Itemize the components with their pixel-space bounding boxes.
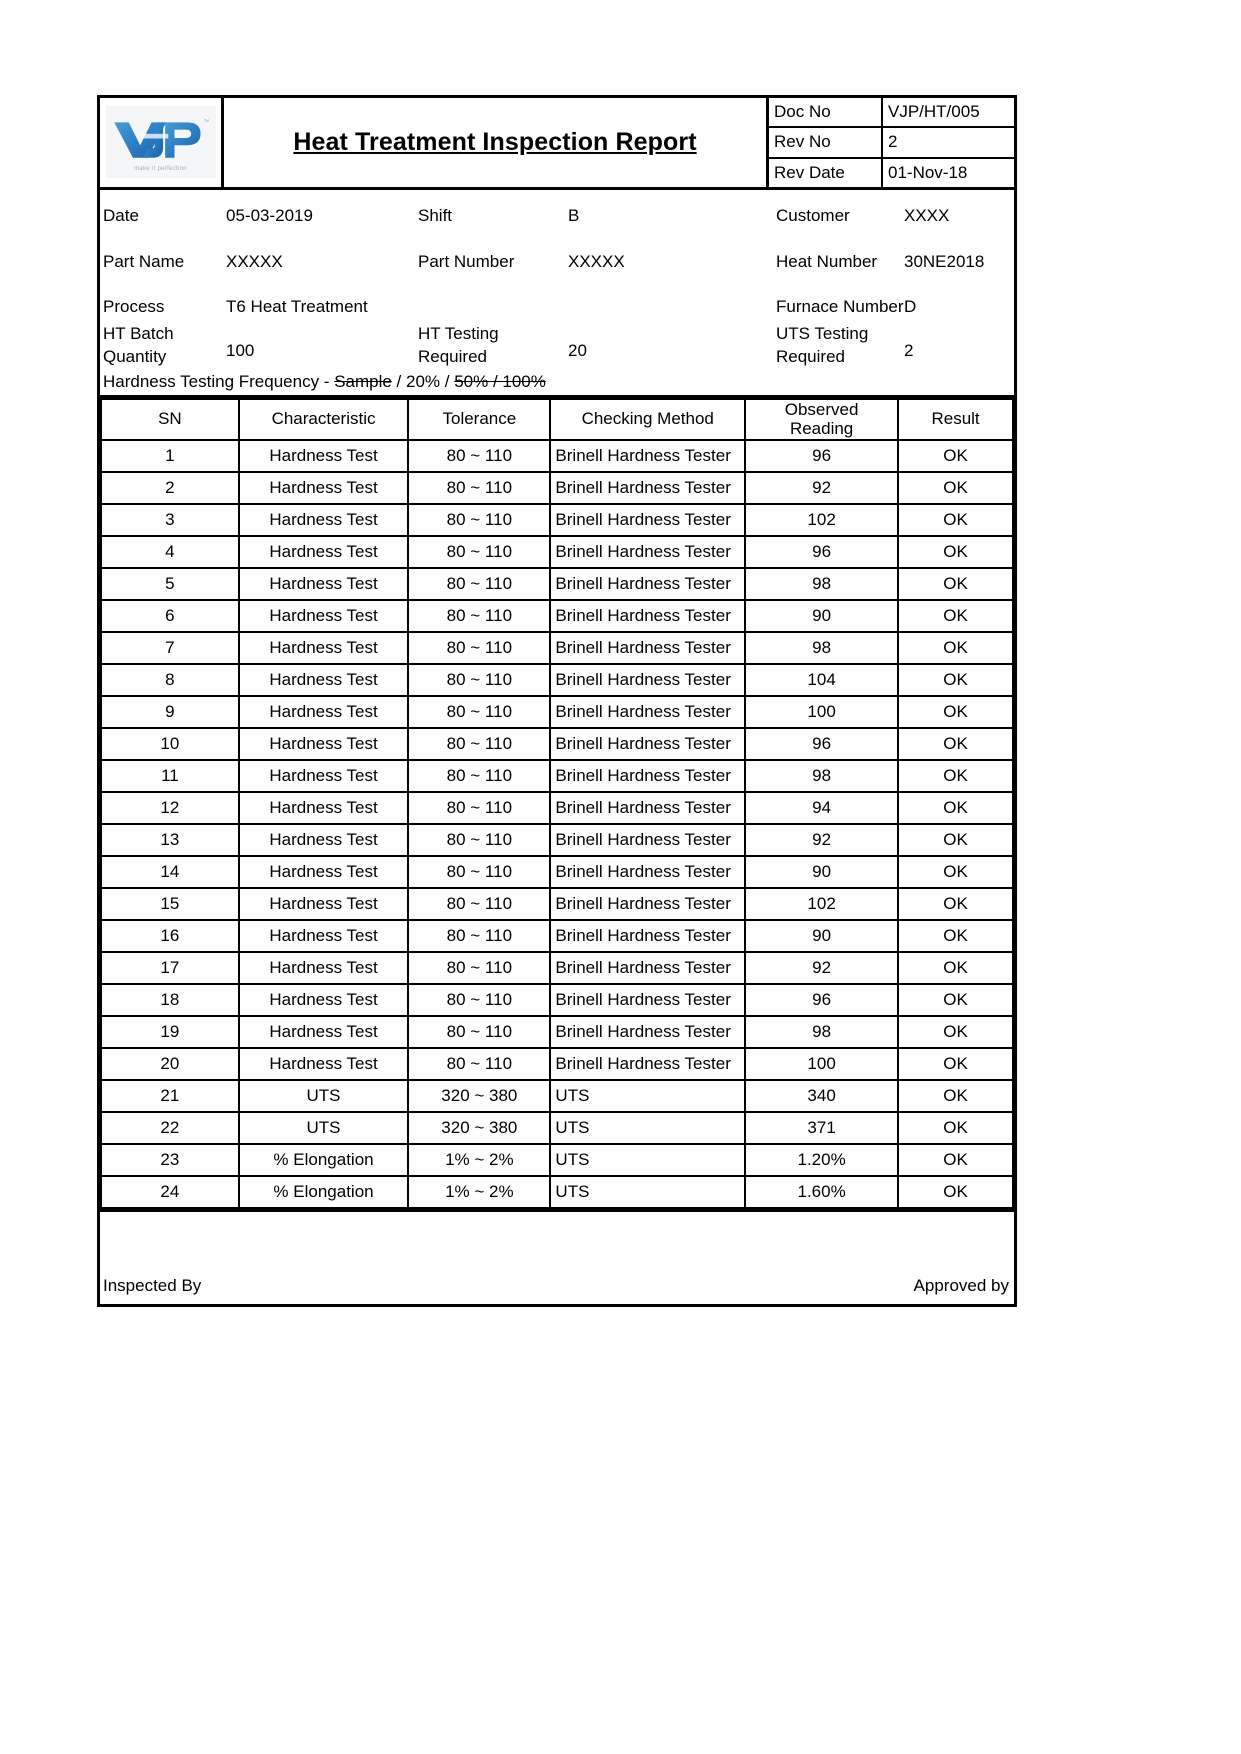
inspection-info-block bbox=[100, 190, 1014, 398]
furnace-number-label: Furnace Number bbox=[776, 296, 904, 316]
cell-sn: 18 bbox=[101, 984, 239, 1016]
cell-characteristic: Hardness Test bbox=[239, 632, 408, 664]
part-name-label: Part Name bbox=[103, 251, 185, 271]
cell-result: OK bbox=[898, 888, 1013, 920]
table-row bbox=[101, 1048, 1013, 1080]
cell-characteristic: Hardness Test bbox=[239, 504, 408, 536]
cell-observed-reading: 104 bbox=[745, 664, 898, 696]
cell-sn: 9 bbox=[101, 696, 239, 728]
process-label: Process bbox=[103, 296, 165, 316]
cell-observed-reading: 1.60% bbox=[745, 1176, 898, 1208]
cell-observed-reading: 340 bbox=[745, 1080, 898, 1112]
cell-tolerance: 80 ~ 110 bbox=[408, 824, 550, 856]
ht-batch-quantity-value: 100 bbox=[226, 340, 255, 360]
table-row bbox=[101, 984, 1013, 1016]
cell-sn: 23 bbox=[101, 1144, 239, 1176]
table-body bbox=[101, 440, 1013, 1208]
cell-observed-reading: 98 bbox=[745, 1016, 898, 1048]
rev-no-value: 2 bbox=[888, 132, 898, 152]
cell-checking-method: Brinell Hardness Tester bbox=[550, 728, 745, 760]
cell-characteristic: Hardness Test bbox=[239, 696, 408, 728]
cell-result: OK bbox=[898, 664, 1013, 696]
date-value: 05-03-2019 bbox=[226, 205, 313, 225]
cell-tolerance: 80 ~ 110 bbox=[408, 664, 550, 696]
table-row bbox=[101, 1144, 1013, 1176]
cell-observed-reading: 1.20% bbox=[745, 1144, 898, 1176]
column-header-result: Result bbox=[898, 399, 1013, 440]
frequency-separator-2: / bbox=[440, 371, 455, 391]
cell-observed-reading: 92 bbox=[745, 472, 898, 504]
cell-result: OK bbox=[898, 952, 1013, 984]
cell-sn: 10 bbox=[101, 728, 239, 760]
furnace-number-value: D bbox=[904, 296, 917, 316]
report-title-cell bbox=[224, 98, 769, 187]
table-row bbox=[101, 1080, 1013, 1112]
cell-tolerance: 320 ~ 380 bbox=[408, 1080, 550, 1112]
table-row bbox=[101, 568, 1013, 600]
heat-number-label: Heat Number bbox=[776, 251, 878, 271]
cell-checking-method: UTS bbox=[550, 1080, 745, 1112]
column-header-sn: SN bbox=[101, 399, 239, 440]
cell-result: OK bbox=[898, 728, 1013, 760]
cell-checking-method: Brinell Hardness Tester bbox=[550, 568, 745, 600]
cell-observed-reading: 98 bbox=[745, 632, 898, 664]
cell-tolerance: 1% ~ 2% bbox=[408, 1144, 550, 1176]
table-header-row bbox=[101, 399, 1013, 440]
cell-tolerance: 80 ~ 110 bbox=[408, 568, 550, 600]
shift-value: B bbox=[568, 205, 580, 225]
table-row bbox=[101, 728, 1013, 760]
shift-label: Shift bbox=[418, 205, 453, 225]
part-number-value: XXXXX bbox=[568, 251, 625, 271]
cell-result: OK bbox=[898, 1176, 1013, 1208]
cell-characteristic: Hardness Test bbox=[239, 984, 408, 1016]
cell-characteristic: UTS bbox=[239, 1112, 408, 1144]
table-row bbox=[101, 856, 1013, 888]
cell-tolerance: 80 ~ 110 bbox=[408, 760, 550, 792]
part-name-value: XXXXX bbox=[226, 251, 283, 271]
customer-value: XXXX bbox=[904, 205, 950, 225]
cell-sn: 6 bbox=[101, 600, 239, 632]
cell-result: OK bbox=[898, 1144, 1013, 1176]
cell-sn: 13 bbox=[101, 824, 239, 856]
cell-tolerance: 80 ~ 110 bbox=[408, 696, 550, 728]
cell-characteristic: Hardness Test bbox=[239, 728, 408, 760]
cell-observed-reading: 98 bbox=[745, 568, 898, 600]
cell-observed-reading: 90 bbox=[745, 920, 898, 952]
cell-tolerance: 1% ~ 2% bbox=[408, 1176, 550, 1208]
heat-number-value: 30NE2018 bbox=[904, 251, 985, 271]
table-row bbox=[101, 472, 1013, 504]
cell-characteristic: Hardness Test bbox=[239, 760, 408, 792]
cell-checking-method: Brinell Hardness Tester bbox=[550, 632, 745, 664]
cell-tolerance: 320 ~ 380 bbox=[408, 1112, 550, 1144]
table-row bbox=[101, 952, 1013, 984]
inspected-by-label: Inspected By bbox=[103, 1275, 202, 1295]
cell-sn: 24 bbox=[101, 1176, 239, 1208]
logo-cell bbox=[100, 98, 224, 187]
cell-tolerance: 80 ~ 110 bbox=[408, 1048, 550, 1080]
cell-observed-reading: 102 bbox=[745, 504, 898, 536]
cell-checking-method: Brinell Hardness Tester bbox=[550, 824, 745, 856]
table-row bbox=[101, 1176, 1013, 1208]
rev-no-label: Rev No bbox=[769, 128, 883, 156]
table-row bbox=[101, 888, 1013, 920]
table-row bbox=[101, 824, 1013, 856]
table-row bbox=[101, 664, 1013, 696]
cell-result: OK bbox=[898, 856, 1013, 888]
cell-observed-reading: 102 bbox=[745, 888, 898, 920]
cell-characteristic: Hardness Test bbox=[239, 472, 408, 504]
logo-trademark-text: ™ bbox=[203, 119, 209, 126]
date-label: Date bbox=[103, 205, 139, 225]
cell-result: OK bbox=[898, 632, 1013, 664]
cell-observed-reading: 96 bbox=[745, 984, 898, 1016]
table-row bbox=[101, 1112, 1013, 1144]
doc-no-label: Doc No bbox=[769, 98, 883, 126]
cell-tolerance: 80 ~ 110 bbox=[408, 728, 550, 760]
table-row bbox=[101, 440, 1013, 472]
cell-observed-reading: 96 bbox=[745, 440, 898, 472]
doc-no-value: VJP/HT/005 bbox=[888, 102, 980, 122]
cell-checking-method: Brinell Hardness Tester bbox=[550, 952, 745, 984]
frequency-option-50-100: 50% / 100% bbox=[454, 371, 546, 391]
cell-characteristic: Hardness Test bbox=[239, 536, 408, 568]
cell-checking-method: Brinell Hardness Tester bbox=[550, 1016, 745, 1048]
cell-checking-method: Brinell Hardness Tester bbox=[550, 856, 745, 888]
signature-footer bbox=[100, 1209, 1014, 1304]
cell-checking-method: Brinell Hardness Tester bbox=[550, 920, 745, 952]
cell-checking-method: Brinell Hardness Tester bbox=[550, 888, 745, 920]
cell-characteristic: % Elongation bbox=[239, 1176, 408, 1208]
column-header-characteristic: Characteristic bbox=[239, 399, 408, 440]
table-row bbox=[101, 792, 1013, 824]
cell-result: OK bbox=[898, 1112, 1013, 1144]
cell-observed-reading: 371 bbox=[745, 1112, 898, 1144]
cell-result: OK bbox=[898, 600, 1013, 632]
cell-characteristic: Hardness Test bbox=[239, 824, 408, 856]
ht-batch-quantity-label: HT Batch Quantity bbox=[103, 323, 174, 366]
cell-result: OK bbox=[898, 536, 1013, 568]
cell-tolerance: 80 ~ 110 bbox=[408, 504, 550, 536]
cell-characteristic: Hardness Test bbox=[239, 600, 408, 632]
cell-tolerance: 80 ~ 110 bbox=[408, 856, 550, 888]
cell-observed-reading: 96 bbox=[745, 728, 898, 760]
cell-observed-reading: 98 bbox=[745, 760, 898, 792]
cell-checking-method: Brinell Hardness Tester bbox=[550, 504, 745, 536]
table-row bbox=[101, 632, 1013, 664]
rev-date-value: 01-Nov-18 bbox=[888, 162, 968, 182]
cell-checking-method: Brinell Hardness Tester bbox=[550, 472, 745, 504]
table-row bbox=[101, 1016, 1013, 1048]
cell-observed-reading: 94 bbox=[745, 792, 898, 824]
frequency-prefix: Hardness Testing Frequency - bbox=[103, 371, 335, 391]
process-value: T6 Heat Treatment bbox=[226, 296, 368, 316]
customer-label: Customer bbox=[776, 205, 850, 225]
frequency-option-20: 20% bbox=[406, 371, 441, 391]
cell-result: OK bbox=[898, 1048, 1013, 1080]
cell-result: OK bbox=[898, 568, 1013, 600]
cell-checking-method: Brinell Hardness Tester bbox=[550, 792, 745, 824]
cell-sn: 7 bbox=[101, 632, 239, 664]
cell-checking-method: Brinell Hardness Tester bbox=[550, 760, 745, 792]
cell-characteristic: Hardness Test bbox=[239, 1016, 408, 1048]
cell-checking-method: Brinell Hardness Tester bbox=[550, 536, 745, 568]
cell-result: OK bbox=[898, 760, 1013, 792]
cell-observed-reading: 100 bbox=[745, 1048, 898, 1080]
observed-head-line-1: Observed bbox=[784, 399, 859, 419]
frequency-option-sample: Sample bbox=[334, 371, 392, 391]
cell-observed-reading: 90 bbox=[745, 856, 898, 888]
hardness-testing-frequency bbox=[103, 372, 546, 392]
cell-observed-reading: 90 bbox=[745, 600, 898, 632]
cell-sn: 5 bbox=[101, 568, 239, 600]
cell-result: OK bbox=[898, 440, 1013, 472]
cell-characteristic: Hardness Test bbox=[239, 920, 408, 952]
cell-characteristic: Hardness Test bbox=[239, 856, 408, 888]
column-header-checking-method: Checking Method bbox=[550, 399, 745, 440]
cell-checking-method: Brinell Hardness Tester bbox=[550, 440, 745, 472]
meta-row-rev-date bbox=[769, 159, 1014, 187]
table-row bbox=[101, 760, 1013, 792]
cell-sn: 16 bbox=[101, 920, 239, 952]
cell-tolerance: 80 ~ 110 bbox=[408, 888, 550, 920]
table-row bbox=[101, 504, 1013, 536]
cell-result: OK bbox=[898, 472, 1013, 504]
cell-tolerance: 80 ~ 110 bbox=[408, 1016, 550, 1048]
cell-observed-reading: 92 bbox=[745, 824, 898, 856]
frequency-separator-1: / bbox=[391, 371, 406, 391]
cell-result: OK bbox=[898, 824, 1013, 856]
cell-sn: 14 bbox=[101, 856, 239, 888]
report-page bbox=[97, 95, 1017, 1307]
cell-sn: 22 bbox=[101, 1112, 239, 1144]
cell-checking-method: Brinell Hardness Tester bbox=[550, 600, 745, 632]
cell-checking-method: Brinell Hardness Tester bbox=[550, 696, 745, 728]
cell-sn: 1 bbox=[101, 440, 239, 472]
uts-testing-required-label: UTS Testing Required bbox=[776, 323, 869, 366]
cell-observed-reading: 96 bbox=[745, 536, 898, 568]
approved-by-label: Approved by bbox=[913, 1275, 1009, 1295]
cell-sn: 4 bbox=[101, 536, 239, 568]
cell-result: OK bbox=[898, 1016, 1013, 1048]
cell-tolerance: 80 ~ 110 bbox=[408, 984, 550, 1016]
cell-checking-method: UTS bbox=[550, 1112, 745, 1144]
meta-row-doc-no bbox=[769, 98, 1014, 128]
cell-tolerance: 80 ~ 110 bbox=[408, 632, 550, 664]
cell-tolerance: 80 ~ 110 bbox=[408, 536, 550, 568]
cell-checking-method: Brinell Hardness Tester bbox=[550, 664, 745, 696]
cell-checking-method: Brinell Hardness Tester bbox=[550, 984, 745, 1016]
table-row bbox=[101, 920, 1013, 952]
company-logo bbox=[106, 106, 216, 178]
cell-characteristic: Hardness Test bbox=[239, 1048, 408, 1080]
cell-checking-method: UTS bbox=[550, 1144, 745, 1176]
cell-sn: 19 bbox=[101, 1016, 239, 1048]
cell-sn: 8 bbox=[101, 664, 239, 696]
cell-sn: 20 bbox=[101, 1048, 239, 1080]
cell-characteristic: Hardness Test bbox=[239, 792, 408, 824]
cell-result: OK bbox=[898, 920, 1013, 952]
table-row bbox=[101, 536, 1013, 568]
meta-row-rev-no bbox=[769, 128, 1014, 158]
table-row bbox=[101, 600, 1013, 632]
cell-sn: 21 bbox=[101, 1080, 239, 1112]
ht-testing-required-label: HT Testing Required bbox=[418, 323, 499, 366]
report-header bbox=[100, 98, 1014, 190]
cell-result: OK bbox=[898, 696, 1013, 728]
cell-tolerance: 80 ~ 110 bbox=[408, 472, 550, 504]
cell-characteristic: Hardness Test bbox=[239, 952, 408, 984]
cell-observed-reading: 100 bbox=[745, 696, 898, 728]
cell-result: OK bbox=[898, 984, 1013, 1016]
cell-characteristic: Hardness Test bbox=[239, 664, 408, 696]
cell-tolerance: 80 ~ 110 bbox=[408, 440, 550, 472]
inspection-results-table bbox=[100, 398, 1014, 1209]
observed-head-line-2: Reading bbox=[789, 419, 854, 439]
cell-tolerance: 80 ~ 110 bbox=[408, 920, 550, 952]
cell-result: OK bbox=[898, 1080, 1013, 1112]
cell-characteristic: Hardness Test bbox=[239, 440, 408, 472]
rev-date-label: Rev Date bbox=[769, 159, 883, 187]
part-number-label: Part Number bbox=[418, 251, 515, 271]
cell-sn: 11 bbox=[101, 760, 239, 792]
cell-characteristic: % Elongation bbox=[239, 1144, 408, 1176]
cell-characteristic: Hardness Test bbox=[239, 568, 408, 600]
page-title: Heat Treatment Inspection Report bbox=[293, 127, 697, 156]
cell-sn: 17 bbox=[101, 952, 239, 984]
cell-characteristic: Hardness Test bbox=[239, 888, 408, 920]
cell-sn: 3 bbox=[101, 504, 239, 536]
cell-result: OK bbox=[898, 792, 1013, 824]
cell-characteristic: UTS bbox=[239, 1080, 408, 1112]
column-header-tolerance: Tolerance bbox=[408, 399, 550, 440]
logo-tagline: make it perfection bbox=[134, 165, 187, 172]
cell-sn: 15 bbox=[101, 888, 239, 920]
ht-testing-required-value: 20 bbox=[568, 340, 587, 360]
cell-observed-reading: 92 bbox=[745, 952, 898, 984]
cell-checking-method: UTS bbox=[550, 1176, 745, 1208]
cell-tolerance: 80 ~ 110 bbox=[408, 600, 550, 632]
vjp-logo-icon bbox=[109, 113, 213, 165]
document-meta-table bbox=[769, 98, 1014, 187]
cell-tolerance: 80 ~ 110 bbox=[408, 792, 550, 824]
uts-testing-required-value: 2 bbox=[904, 340, 914, 360]
cell-result: OK bbox=[898, 504, 1013, 536]
cell-tolerance: 80 ~ 110 bbox=[408, 952, 550, 984]
column-header-observed-reading bbox=[745, 399, 898, 440]
cell-checking-method: Brinell Hardness Tester bbox=[550, 1048, 745, 1080]
table-row bbox=[101, 696, 1013, 728]
cell-sn: 12 bbox=[101, 792, 239, 824]
cell-sn: 2 bbox=[101, 472, 239, 504]
